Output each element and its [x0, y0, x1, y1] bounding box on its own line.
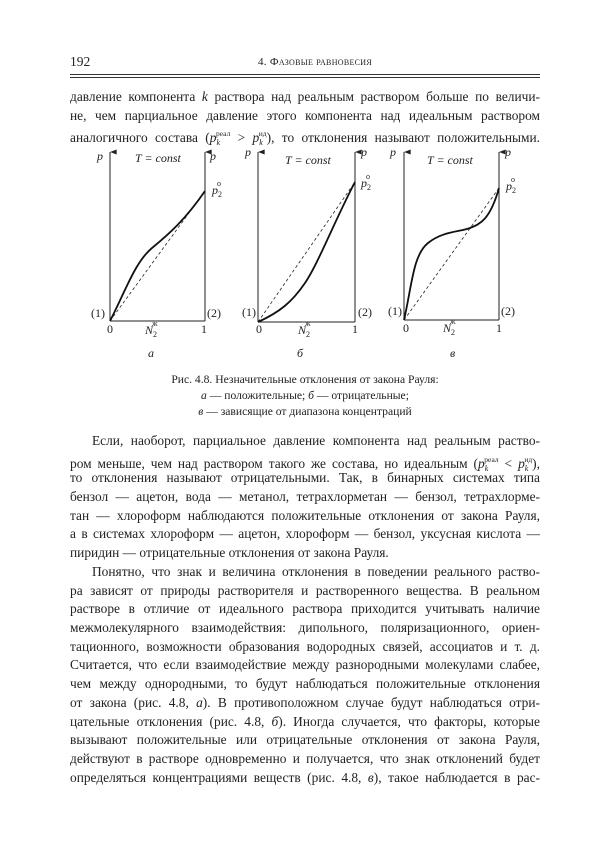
point-2-label: (2)	[358, 305, 372, 319]
x-tick-1: 1	[352, 322, 358, 336]
text-line: ром меньше, чем над раствором такого же состава, но идеальным $(p_k^{реал} < p_k^{ид})$,	[70, 454, 540, 473]
page-number: 192	[70, 54, 91, 69]
p2-label: $p_2o$	[506, 175, 516, 195]
p-label: p	[390, 145, 396, 159]
text-line: Понятно, что знак и величина отклонения в поведении реального раство-	[92, 564, 540, 579]
caption-line: в — зависящие от диапазона концентраций	[198, 405, 412, 418]
text-line: определяться концентрациями веществ (рис. 4.8, в), такое наблюдается в рас-	[70, 769, 540, 785]
caption-line: а — положительные; б — отрицательные;	[201, 389, 409, 402]
text-line: действуют в растворе одновременно и получается, что знак отклонений будет	[70, 750, 540, 766]
p-label: p	[361, 145, 367, 159]
p2-label: $p_2o$	[361, 172, 371, 192]
p-label: p	[245, 145, 251, 159]
p2-label: $p_2o$	[212, 179, 222, 199]
point-2-label: (2)	[207, 306, 221, 320]
panel-a	[110, 152, 205, 321]
ideal-line	[258, 182, 355, 322]
chapter-title: 4. Фазовые равновесия	[257, 56, 373, 68]
point-1-label: (1)	[91, 306, 105, 320]
text-line: вызывают положительные или отрицательные отклонения от закона Рауля,	[70, 732, 540, 748]
formula: $p_k^{реал} < p_k^{ид}$	[478, 454, 533, 473]
x-tick-0: 0	[107, 322, 113, 336]
text-line: пиридин — отрицательные отклонения от закона Рауля.	[70, 545, 389, 561]
point-1-label: (1)	[242, 305, 256, 319]
text-line: цательные отклонения (рис. 4.8, б). Иногда случается, что факторы, которые	[70, 713, 540, 729]
text-line: Считается, что если взаимодействие между разнородными молекулами слабее,	[70, 657, 540, 673]
text-line: чем между однородными, то будут наблюдаться положительные отклонения	[70, 676, 540, 692]
text: аналогичного состава (	[70, 130, 210, 146]
p-label: p	[505, 145, 511, 159]
figure-caption	[0, 372, 600, 420]
t-const-label: T = const	[427, 153, 473, 167]
caption-title: Рис. 4.8. Незначительные отклонения от закона Рауля:	[171, 373, 439, 386]
panel-letter: а	[148, 346, 154, 360]
text-line: тационного, возможности образования водородных связей, ассоциатов и т. д.	[70, 638, 540, 654]
x-axis-label: $N_2ж$	[145, 319, 158, 339]
text-line: не, чем парциальное давление этого компонента над идеальным раствором	[70, 107, 540, 123]
p-label: p	[210, 149, 216, 163]
panel-b	[258, 152, 355, 322]
t-const-label: T = const	[285, 153, 331, 167]
text-line: от закона (рис. 4.8, а). В противоположном случае будут наблюдаться отри-	[70, 694, 540, 710]
x-axis-label: $N_2ж$	[298, 319, 311, 339]
paragraph-3	[70, 563, 540, 787]
paragraph-2	[70, 432, 540, 563]
text-line: межмолекулярного взаимодействия: дипольного, поляризационного, ориен-	[70, 620, 540, 636]
figure-4-8	[0, 0, 600, 360]
point-1-label: (1)	[388, 304, 402, 318]
x-tick-1: 1	[496, 321, 502, 335]
text-line: то отклонения называют отрицательными. Так, в бинарных системах типа	[70, 470, 540, 486]
panel-letter: в	[450, 346, 456, 360]
text-line: растворе в отличие от идеального раствора приходится учитывать наличие	[70, 601, 540, 617]
text-line: давление компонента k раствора над реальным раствором больше по величи-	[70, 89, 540, 104]
text-line: ра зависят от природы растворителя и растворенного вещества. В реальном	[70, 582, 540, 598]
x-tick-0: 0	[403, 321, 409, 335]
x-tick-1: 1	[201, 322, 207, 336]
text-line: Если, наоборот, парциальное давление компонента над реальным раство-	[92, 433, 540, 448]
formula: $p_k^{реал} > p_k^{ид}$	[209, 129, 267, 148]
panel-letter: б	[297, 346, 304, 360]
p-label: p	[97, 149, 103, 163]
text-line: бензол — ацетон, вода — метанол, тетрахлорметан — бензол, тетрахлорме-	[70, 489, 540, 505]
point-2-label: (2)	[501, 304, 515, 318]
x-tick-0: 0	[256, 322, 262, 336]
text-line: тан — хлороформ наблюдаются положительные отклонения от закона Рауля,	[70, 507, 540, 523]
text-line: а в системах хлороформ — ацетон, хлороформ — бензол, уксусная кислота —	[70, 526, 540, 542]
t-const-label: T = const	[135, 151, 181, 165]
ideal-line	[404, 188, 499, 320]
text: ), то отклонения называют положительными.	[266, 130, 540, 146]
x-axis-label: $N_2ж$	[443, 317, 456, 337]
panel-c	[404, 152, 499, 320]
